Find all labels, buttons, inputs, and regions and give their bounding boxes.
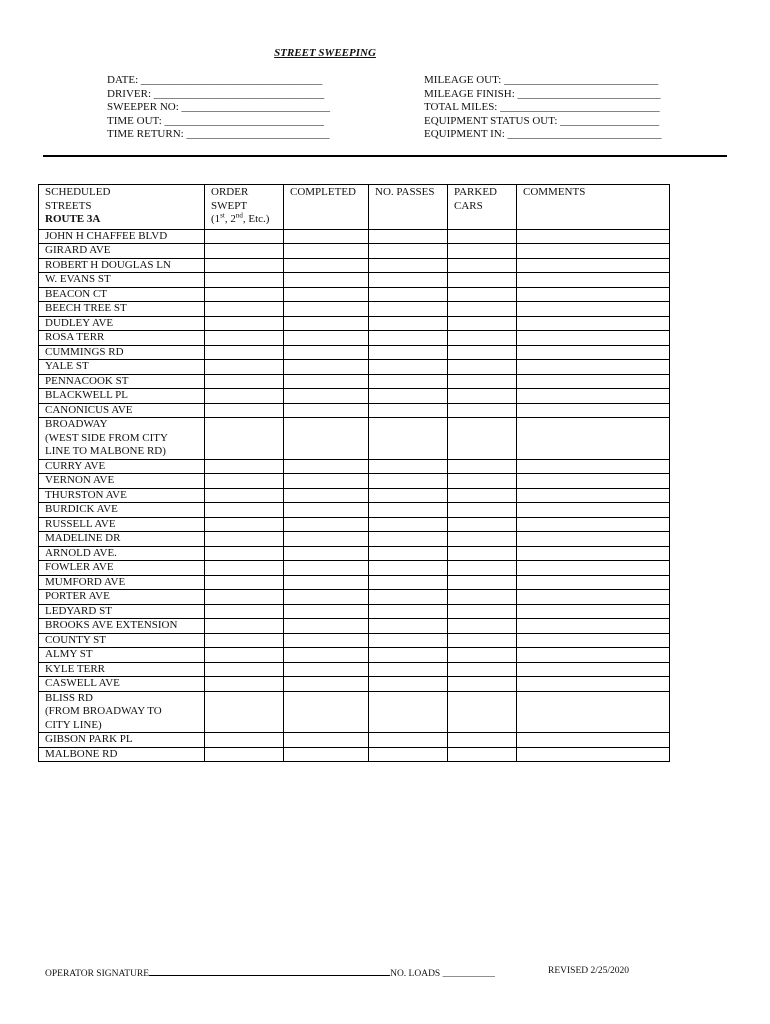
completed-cell[interactable] (284, 418, 369, 460)
comments-cell[interactable] (517, 403, 670, 418)
street-name-cell (39, 604, 205, 619)
completed-cell[interactable] (284, 360, 369, 375)
completed-cell[interactable] (284, 389, 369, 404)
col-comments: COMMENTS (517, 185, 670, 230)
order-swept-cell[interactable] (205, 331, 284, 346)
street-name-cell (39, 747, 205, 762)
parked-cars-cell[interactable] (448, 302, 517, 317)
table-row (39, 561, 670, 576)
completed-cell[interactable] (284, 258, 369, 273)
street-name-line: VERNON AVE (45, 474, 115, 486)
order-swept-cell[interactable] (205, 747, 284, 762)
comments-cell[interactable] (517, 374, 670, 389)
comments-cell[interactable] (517, 677, 670, 692)
table-row (39, 575, 670, 590)
completed-cell[interactable] (284, 662, 369, 677)
street-name-line: ALMY ST (45, 648, 93, 660)
street-name-cell (39, 633, 205, 648)
completed-cell[interactable] (284, 604, 369, 619)
table-row (39, 302, 670, 317)
header-left-fields (107, 74, 330, 142)
no-passes-cell[interactable] (369, 677, 448, 692)
order-swept-cell[interactable] (205, 418, 284, 460)
completed-cell[interactable] (284, 733, 369, 748)
header-divider (43, 155, 727, 157)
total-miles-field[interactable]: TOTAL MILES: _____________________________ (424, 101, 660, 114)
no-passes-cell[interactable] (369, 648, 448, 663)
time-return-field[interactable]: TIME RETURN: __________________________ (107, 128, 330, 141)
equipment-status-out-field[interactable]: EQUIPMENT STATUS OUT: __________________ (424, 114, 660, 127)
order-swept-cell[interactable] (205, 677, 284, 692)
comments-cell[interactable] (517, 244, 670, 259)
equipment-in-field[interactable]: EQUIPMENT IN: ____________________________ (424, 128, 662, 141)
street-name-line: CANONICUS AVE (45, 403, 133, 416)
order-swept-cell[interactable] (205, 662, 284, 677)
street-name-cell (39, 273, 205, 288)
parked-cars-cell[interactable] (448, 546, 517, 561)
no-passes-cell[interactable] (369, 459, 448, 474)
table-row (39, 648, 670, 663)
table-row (39, 474, 670, 489)
street-name-cell (39, 532, 205, 547)
street-name-line: KYLE TERR (45, 662, 105, 675)
no-passes-cell[interactable] (369, 258, 448, 273)
no-loads-field[interactable]: NO. LOADS ___________ (390, 969, 495, 979)
table-row (39, 389, 670, 404)
table-row (39, 662, 670, 677)
no-passes-cell[interactable] (369, 733, 448, 748)
no-passes-cell[interactable] (369, 662, 448, 677)
completed-cell[interactable] (284, 561, 369, 576)
comments-cell[interactable] (517, 488, 670, 503)
parked-cars-cell[interactable] (448, 244, 517, 259)
parked-cars-cell[interactable] (448, 590, 517, 605)
street-name-cell (39, 662, 205, 677)
parked-cars-cell[interactable] (448, 345, 517, 360)
street-name-line: CASWELL AVE (45, 677, 120, 689)
driver-field[interactable]: DRIVER: _______________________________ (107, 87, 325, 100)
table-row (39, 619, 670, 634)
table-row (39, 604, 670, 619)
street-name-line: W. EVANS ST (45, 273, 111, 285)
comments-cell[interactable] (517, 747, 670, 762)
street-name-line: COUNTY ST (45, 633, 107, 646)
parked-cars-cell[interactable] (448, 403, 517, 418)
street-name-line: (WEST SIDE FROM CITY (45, 431, 168, 444)
sweeper-no-field[interactable]: SWEEPER NO: ___________________________ (107, 101, 331, 114)
street-name-cell (39, 677, 205, 692)
completed-cell[interactable] (284, 517, 369, 532)
street-name-line: DUDLEY AVE (45, 316, 114, 329)
street-name-line: MADELINE DR (45, 532, 121, 544)
no-passes-cell[interactable] (369, 316, 448, 331)
comments-cell[interactable] (517, 273, 670, 288)
parked-cars-cell[interactable] (448, 733, 517, 748)
order-swept-cell[interactable] (205, 403, 284, 418)
parked-cars-cell[interactable] (448, 459, 517, 474)
no-passes-cell[interactable] (369, 604, 448, 619)
no-passes-cell[interactable] (369, 747, 448, 762)
route-label: ROUTE 3A (45, 213, 101, 225)
order-swept-cell[interactable] (205, 389, 284, 404)
order-swept-cell[interactable] (205, 287, 284, 302)
order-swept-cell[interactable] (205, 561, 284, 576)
order-swept-cell[interactable] (205, 258, 284, 273)
street-name-line: YALE ST (45, 360, 89, 372)
street-name-cell (39, 302, 205, 317)
no-passes-cell[interactable] (369, 474, 448, 489)
table-row (39, 459, 670, 474)
street-name-cell (39, 345, 205, 360)
order-swept-cell[interactable] (205, 503, 284, 518)
completed-cell[interactable] (284, 273, 369, 288)
table-row (39, 345, 670, 360)
order-swept-cell[interactable] (205, 244, 284, 259)
table-row (39, 287, 670, 302)
street-name-line: ROSA TERR (45, 331, 105, 343)
parked-cars-cell[interactable] (448, 258, 517, 273)
completed-cell[interactable] (284, 590, 369, 605)
order-swept-cell[interactable] (205, 691, 284, 733)
street-name-cell (39, 244, 205, 259)
street-name-cell (39, 503, 205, 518)
parked-cars-cell[interactable] (448, 331, 517, 346)
table-row (39, 590, 670, 605)
comments-cell[interactable] (517, 389, 670, 404)
comments-cell[interactable] (517, 360, 670, 375)
parked-cars-cell[interactable] (448, 662, 517, 677)
street-name-line: LEDYARD ST (45, 604, 112, 617)
order-swept-cell[interactable] (205, 532, 284, 547)
street-name-line: GIRARD AVE (45, 244, 111, 256)
header-right-fields (424, 74, 662, 142)
street-name-cell (39, 374, 205, 389)
table-row (39, 316, 670, 331)
table-row (39, 517, 670, 532)
completed-cell[interactable] (284, 691, 369, 733)
street-name-cell (39, 488, 205, 503)
order-swept-cell[interactable] (205, 604, 284, 619)
no-passes-cell[interactable] (369, 691, 448, 733)
completed-cell[interactable] (284, 619, 369, 634)
order-swept-cell[interactable] (205, 345, 284, 360)
no-passes-cell[interactable] (369, 331, 448, 346)
street-name-line: ROBERT H DOUGLAS LN (45, 258, 171, 271)
no-passes-cell[interactable] (369, 546, 448, 561)
street-name-line: BROOKS AVE EXTENSION (45, 619, 178, 631)
order-swept-cell[interactable] (205, 273, 284, 288)
col-parked-cars: PARKED CARS (448, 185, 517, 230)
order-swept-cell[interactable] (205, 619, 284, 634)
parked-cars-cell[interactable] (448, 619, 517, 634)
no-passes-cell[interactable] (369, 532, 448, 547)
table-row (39, 331, 670, 346)
comments-cell[interactable] (517, 590, 670, 605)
no-passes-cell[interactable] (369, 633, 448, 648)
table-row (39, 532, 670, 547)
table-row (39, 691, 670, 733)
parked-cars-cell[interactable] (448, 287, 517, 302)
comments-cell[interactable] (517, 604, 670, 619)
completed-cell[interactable] (284, 575, 369, 590)
table-row (39, 229, 670, 244)
mileage-finish-field[interactable]: MILEAGE FINISH: __________________________ (424, 87, 661, 100)
no-passes-cell[interactable] (369, 561, 448, 576)
no-passes-cell[interactable] (369, 360, 448, 375)
table-row (39, 503, 670, 518)
col-order-swept: ORDER SWEPT (1st, 2nd, Etc.) (205, 185, 284, 230)
parked-cars-cell[interactable] (448, 633, 517, 648)
comments-cell[interactable] (517, 287, 670, 302)
completed-cell[interactable] (284, 345, 369, 360)
street-name-cell (39, 561, 205, 576)
completed-cell[interactable] (284, 633, 369, 648)
comments-cell[interactable] (517, 517, 670, 532)
col-no-passes: NO. PASSES (369, 185, 448, 230)
parked-cars-cell[interactable] (448, 691, 517, 733)
order-swept-cell[interactable] (205, 316, 284, 331)
parked-cars-cell[interactable] (448, 316, 517, 331)
order-swept-cell[interactable] (205, 517, 284, 532)
completed-cell[interactable] (284, 374, 369, 389)
order-swept-cell[interactable] (205, 648, 284, 663)
comments-cell[interactable] (517, 229, 670, 244)
parked-cars-cell[interactable] (448, 604, 517, 619)
date-field[interactable]: DATE: _________________________________ (107, 74, 323, 86)
no-passes-cell[interactable] (369, 619, 448, 634)
parked-cars-cell[interactable] (448, 532, 517, 547)
comments-cell[interactable] (517, 532, 670, 547)
parked-cars-cell[interactable] (448, 474, 517, 489)
comments-cell[interactable] (517, 561, 670, 576)
parked-cars-cell[interactable] (448, 503, 517, 518)
street-name-cell (39, 517, 205, 532)
table-row (39, 418, 670, 460)
parked-cars-cell[interactable] (448, 360, 517, 375)
parked-cars-cell[interactable] (448, 374, 517, 389)
table-row (39, 273, 670, 288)
no-passes-cell[interactable] (369, 229, 448, 244)
street-name-cell (39, 590, 205, 605)
no-passes-cell[interactable] (369, 374, 448, 389)
table-row (39, 633, 670, 648)
completed-cell[interactable] (284, 244, 369, 259)
order-swept-cell[interactable] (205, 360, 284, 375)
no-passes-cell[interactable] (369, 503, 448, 518)
table-row (39, 244, 670, 259)
street-name-line: CURRY AVE (45, 459, 106, 472)
footer (45, 966, 630, 979)
parked-cars-cell[interactable] (448, 575, 517, 590)
table-row (39, 360, 670, 375)
completed-cell[interactable] (284, 488, 369, 503)
table-row (39, 546, 670, 561)
completed-cell[interactable] (284, 747, 369, 762)
table-header-row (39, 185, 670, 230)
street-name-line: MALBONE RD (45, 747, 118, 760)
comments-cell[interactable] (517, 345, 670, 360)
street-name-line: ARNOLD AVE. (45, 546, 117, 559)
street-name-line: MUMFORD AVE (45, 575, 126, 588)
no-passes-cell[interactable] (369, 287, 448, 302)
comments-cell[interactable] (517, 459, 670, 474)
street-name-line: BLISS RD (45, 691, 93, 704)
completed-cell[interactable] (284, 459, 369, 474)
operator-signature-line[interactable] (149, 966, 390, 976)
street-name-cell (39, 287, 205, 302)
street-name-line: GIBSON PARK PL (45, 733, 133, 745)
completed-cell[interactable] (284, 229, 369, 244)
street-name-line: BROADWAY (45, 418, 108, 430)
street-name-line: PENNACOOK ST (45, 374, 129, 387)
revised-date: REVISED 2/25/2020 (548, 966, 630, 976)
completed-cell[interactable] (284, 331, 369, 346)
order-swept-cell[interactable] (205, 459, 284, 474)
street-name-cell (39, 403, 205, 418)
order-swept-cell[interactable] (205, 733, 284, 748)
no-passes-cell[interactable] (369, 302, 448, 317)
street-table (38, 184, 670, 762)
street-name-line: FOWLER AVE (45, 561, 114, 573)
street-name-cell (39, 459, 205, 474)
col-scheduled-streets: SCHEDULED STREETS ROUTE 3A (39, 185, 205, 230)
table-row (39, 747, 670, 762)
order-swept-cell[interactable] (205, 302, 284, 317)
table-row (39, 258, 670, 273)
street-name-cell (39, 418, 205, 460)
comments-cell[interactable] (517, 302, 670, 317)
col-completed: COMPLETED (284, 185, 369, 230)
street-name-cell (39, 733, 205, 748)
street-name-line: (FROM BROADWAY TO (45, 705, 162, 717)
street-name-line: BLACKWELL PL (45, 389, 128, 401)
time-out-field[interactable]: TIME OUT: _____________________________ (107, 114, 324, 127)
comments-cell[interactable] (517, 503, 670, 518)
completed-cell[interactable] (284, 287, 369, 302)
comments-cell[interactable] (517, 619, 670, 634)
order-swept-cell[interactable] (205, 488, 284, 503)
street-name-line: RUSSELL AVE (45, 517, 116, 530)
table-row (39, 677, 670, 692)
completed-cell[interactable] (284, 316, 369, 331)
street-name-cell (39, 360, 205, 375)
street-name-cell (39, 389, 205, 404)
table-row (39, 403, 670, 418)
table-row (39, 488, 670, 503)
street-name-line: JOHN H CHAFFEE BLVD (45, 229, 168, 242)
no-passes-cell[interactable] (369, 244, 448, 259)
parked-cars-cell[interactable] (448, 747, 517, 762)
parked-cars-cell[interactable] (448, 229, 517, 244)
no-passes-cell[interactable] (369, 403, 448, 418)
comments-cell[interactable] (517, 575, 670, 590)
order-swept-cell[interactable] (205, 374, 284, 389)
comments-cell[interactable] (517, 316, 670, 331)
no-passes-cell[interactable] (369, 273, 448, 288)
comments-cell[interactable] (517, 331, 670, 346)
order-swept-cell[interactable] (205, 590, 284, 605)
street-name-cell (39, 331, 205, 346)
street-name-cell (39, 229, 205, 244)
street-name-cell (39, 575, 205, 590)
street-name-line: PORTER AVE (45, 590, 110, 602)
comments-cell[interactable] (517, 691, 670, 733)
completed-cell[interactable] (284, 546, 369, 561)
parked-cars-cell[interactable] (448, 418, 517, 460)
order-swept-cell[interactable] (205, 474, 284, 489)
order-swept-cell[interactable] (205, 633, 284, 648)
street-name-cell (39, 691, 205, 733)
parked-cars-cell[interactable] (448, 389, 517, 404)
no-passes-cell[interactable] (369, 517, 448, 532)
no-passes-cell[interactable] (369, 575, 448, 590)
street-name-line: BEECH TREE ST (45, 302, 127, 314)
no-passes-cell[interactable] (369, 488, 448, 503)
street-name-line: BURDICK AVE (45, 503, 118, 515)
completed-cell[interactable] (284, 648, 369, 663)
parked-cars-cell[interactable] (448, 648, 517, 663)
street-name-cell (39, 546, 205, 561)
comments-cell[interactable] (517, 546, 670, 561)
comments-cell[interactable] (517, 474, 670, 489)
order-swept-cell[interactable] (205, 546, 284, 561)
comments-cell[interactable] (517, 258, 670, 273)
comments-cell[interactable] (517, 662, 670, 677)
parked-cars-cell[interactable] (448, 677, 517, 692)
completed-cell[interactable] (284, 532, 369, 547)
comments-cell[interactable] (517, 633, 670, 648)
street-name-cell (39, 648, 205, 663)
no-passes-cell[interactable] (369, 418, 448, 460)
street-name-line: THURSTON AVE (45, 488, 127, 501)
completed-cell[interactable] (284, 474, 369, 489)
order-swept-cell[interactable] (205, 575, 284, 590)
order-swept-cell[interactable] (205, 229, 284, 244)
operator-signature-label: OPERATOR SIGNATURE (45, 969, 150, 979)
no-passes-cell[interactable] (369, 389, 448, 404)
completed-cell[interactable] (284, 503, 369, 518)
street-name-line: BEACON CT (45, 287, 108, 300)
parked-cars-cell[interactable] (448, 517, 517, 532)
comments-cell[interactable] (517, 733, 670, 748)
no-passes-cell[interactable] (369, 345, 448, 360)
completed-cell[interactable] (284, 677, 369, 692)
parked-cars-cell[interactable] (448, 273, 517, 288)
comments-cell[interactable] (517, 648, 670, 663)
street-name-line: LINE TO MALBONE RD) (45, 445, 166, 457)
street-name-cell (39, 258, 205, 273)
parked-cars-cell[interactable] (448, 488, 517, 503)
no-passes-cell[interactable] (369, 590, 448, 605)
street-name-cell (39, 619, 205, 634)
completed-cell[interactable] (284, 302, 369, 317)
comments-cell[interactable] (517, 418, 670, 460)
table-row (39, 733, 670, 748)
completed-cell[interactable] (284, 403, 369, 418)
street-name-cell (39, 316, 205, 331)
parked-cars-cell[interactable] (448, 561, 517, 576)
street-name-cell (39, 474, 205, 489)
form-title: STREET SWEEPING (274, 47, 376, 59)
street-name-line: CITY LINE) (45, 718, 102, 731)
street-name-line: CUMMINGS RD (45, 345, 124, 358)
mileage-out-field[interactable]: MILEAGE OUT: ____________________________ (424, 74, 659, 86)
table-row (39, 374, 670, 389)
